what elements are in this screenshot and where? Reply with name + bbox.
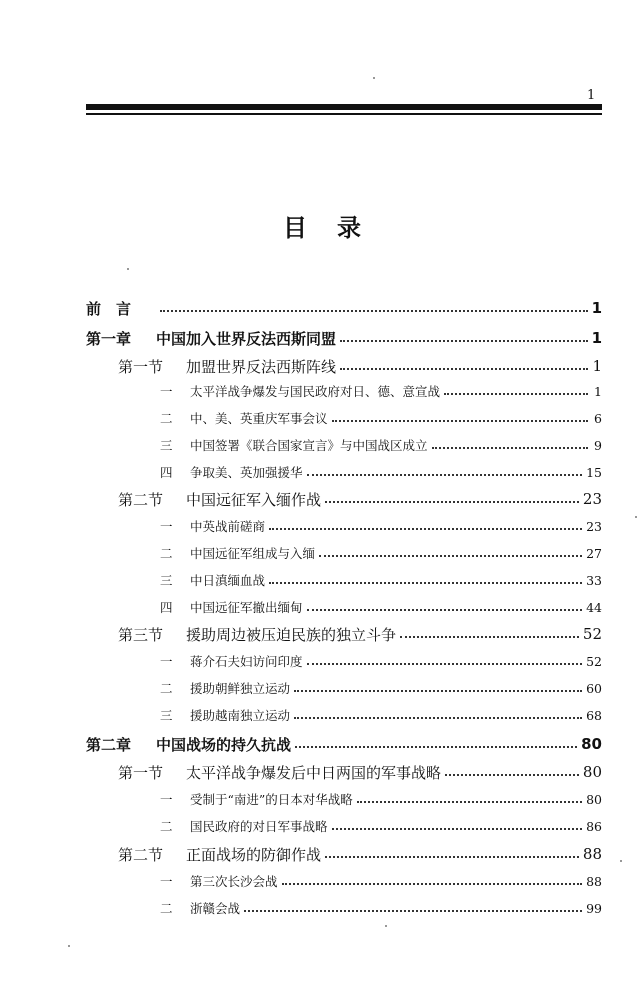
entry-label: 第三节 [118, 625, 164, 644]
entry-title: 争取美、英加强援华 [190, 465, 303, 480]
entry-title: 加盟世界反法西斯阵线 [186, 357, 337, 376]
entry-page: 80 [586, 791, 602, 807]
toc-entry-chapter-2[interactable] [86, 734, 602, 754]
leader-dots [269, 582, 582, 584]
entry-title: 中英战前磋商 [190, 519, 266, 534]
toc-entry-section[interactable] [118, 844, 602, 864]
entry-title: 援助周边被压迫民族的独立斗争 [186, 625, 397, 644]
entry-page: 1 [591, 329, 602, 347]
leader-dots [307, 609, 583, 611]
entry-title: 蒋介石夫妇访问印度 [190, 654, 303, 669]
entry-title: 中国远征军入缅作战 [186, 490, 322, 509]
toc-entry-subsection[interactable] [160, 516, 602, 536]
leader-dots [307, 474, 583, 476]
toc-entry-subsection[interactable] [160, 462, 602, 482]
entry-page: 23 [586, 518, 602, 534]
toc-entry-subsection[interactable] [160, 789, 602, 809]
entry-page: 86 [586, 818, 602, 834]
leader-dots [332, 828, 583, 830]
leader-dots [282, 883, 583, 885]
entry-label: 一 [160, 384, 173, 399]
toc-entry-preface[interactable] [86, 298, 602, 318]
entry-label: 第二节 [118, 845, 164, 864]
entry-label: 前 言 [86, 299, 132, 318]
entry-label: 二 [160, 819, 173, 834]
entry-label: 第二章 [86, 735, 132, 754]
entry-title: 中国战场的持久抗战 [156, 735, 292, 754]
leader-dots [294, 717, 582, 719]
toc-title [0, 208, 644, 243]
entry-page: 52 [582, 625, 602, 643]
toc-entry-subsection[interactable] [160, 651, 602, 671]
scan-speck [620, 860, 622, 862]
entry-title: 援助朝鲜独立运动 [190, 681, 291, 696]
entry-label: 第二节 [118, 490, 164, 509]
entry-label: 第一章 [86, 329, 132, 348]
scan-speck [68, 945, 70, 947]
entry-page: 68 [586, 707, 602, 723]
leader-dots [269, 528, 582, 530]
toc-entry-subsection[interactable] [160, 871, 602, 891]
entry-label: 第一节 [118, 763, 164, 782]
entry-label: 一 [160, 654, 173, 669]
entry-label: 一 [160, 874, 173, 889]
toc-entry-subsection[interactable] [160, 408, 602, 428]
entry-label: 一 [160, 519, 173, 534]
entry-title: 中国远征军撤出缅甸 [190, 600, 303, 615]
toc-entry-section[interactable] [118, 356, 602, 376]
leader-dots [325, 501, 579, 503]
page-number: 1 [587, 88, 596, 103]
leader-dots [294, 690, 582, 692]
entry-title: 中国加入世界反法西斯同盟 [156, 329, 337, 348]
toc-title-char-2: 录 [337, 213, 361, 242]
entry-label: 三 [160, 438, 173, 453]
entry-page: 6 [594, 410, 602, 426]
toc-entry-section[interactable] [118, 489, 602, 509]
entry-page: 52 [586, 653, 602, 669]
leader-dots [295, 746, 577, 748]
toc-entry-subsection[interactable] [160, 543, 602, 563]
entry-page: 9 [594, 437, 602, 453]
toc-entry-section[interactable] [118, 624, 602, 644]
leader-dots [319, 555, 582, 557]
entry-page: 44 [586, 599, 602, 615]
scan-speck [373, 77, 375, 79]
scan-speck [635, 516, 637, 518]
entry-title: 太平洋战争爆发后中日两国的军事战略 [186, 763, 442, 782]
toc-entry-subsection[interactable] [160, 381, 602, 401]
entry-label: 三 [160, 573, 173, 588]
entry-page: 99 [586, 900, 602, 916]
entry-label: 三 [160, 708, 173, 723]
leader-dots [160, 310, 588, 312]
leader-dots [325, 856, 579, 858]
leader-dots [444, 393, 588, 395]
toc-entry-chapter-1[interactable] [86, 328, 602, 348]
entry-label: 二 [160, 411, 173, 426]
entry-page: 88 [586, 873, 602, 889]
entry-label: 二 [160, 546, 173, 561]
leader-dots [307, 663, 583, 665]
entry-page: 1 [594, 383, 602, 399]
leader-dots [400, 636, 579, 638]
entry-title: 太平洋战争爆发与国民政府对日、德、意宣战 [190, 384, 441, 399]
entry-title: 第三次长沙会战 [190, 874, 278, 889]
toc-entry-subsection[interactable] [160, 705, 602, 725]
toc-entry-subsection[interactable] [160, 898, 602, 918]
entry-page: 15 [586, 464, 602, 480]
entry-page: 88 [582, 845, 602, 863]
header-rule-thin [86, 113, 602, 115]
toc-entry-subsection[interactable] [160, 435, 602, 455]
entry-title: 正面战场的防御作战 [186, 845, 322, 864]
entry-title: 援助越南独立运动 [190, 708, 291, 723]
entry-title: 中日滇缅血战 [190, 573, 266, 588]
entry-page: 1 [592, 357, 602, 375]
toc-entry-section[interactable] [118, 762, 602, 782]
leader-dots [340, 368, 588, 370]
entry-title: 中国远征军组成与入缅 [190, 546, 316, 561]
toc-entry-subsection[interactable] [160, 597, 602, 617]
entry-title: 受制于“南进”的日本对华战略 [190, 792, 353, 807]
toc-entry-subsection[interactable] [160, 678, 602, 698]
entry-label: 一 [160, 792, 173, 807]
entry-page: 33 [586, 572, 602, 588]
entry-page: 60 [586, 680, 602, 696]
entry-title: 中、美、英重庆军事会议 [190, 411, 328, 426]
toc-entry-subsection[interactable] [160, 570, 602, 590]
entry-page: 27 [586, 545, 602, 561]
toc-entry-subsection[interactable] [160, 816, 602, 836]
entry-label: 二 [160, 681, 173, 696]
leader-dots [432, 447, 588, 449]
toc-title-char-1: 目 [283, 213, 307, 242]
leader-dots [244, 910, 582, 912]
entry-title: 浙赣会战 [190, 901, 241, 916]
entry-title: 国民政府的对日军事战略 [190, 819, 328, 834]
entry-label: 四 [160, 600, 173, 615]
entry-page: 80 [581, 735, 602, 753]
entry-label: 四 [160, 465, 173, 480]
leader-dots [357, 801, 582, 803]
leader-dots [445, 774, 579, 776]
scan-speck [385, 925, 387, 927]
leader-dots [332, 420, 588, 422]
entry-label: 第一节 [118, 357, 164, 376]
leader-dots [340, 340, 588, 342]
entry-page: 80 [582, 763, 602, 781]
entry-title: 中国签署《联合国家宣言》与中国战区成立 [190, 438, 428, 453]
header-rule-thick [86, 104, 602, 110]
entry-label: 二 [160, 901, 173, 916]
entry-page: 23 [582, 490, 602, 508]
entry-page: 1 [591, 299, 602, 317]
scan-speck [127, 268, 129, 270]
